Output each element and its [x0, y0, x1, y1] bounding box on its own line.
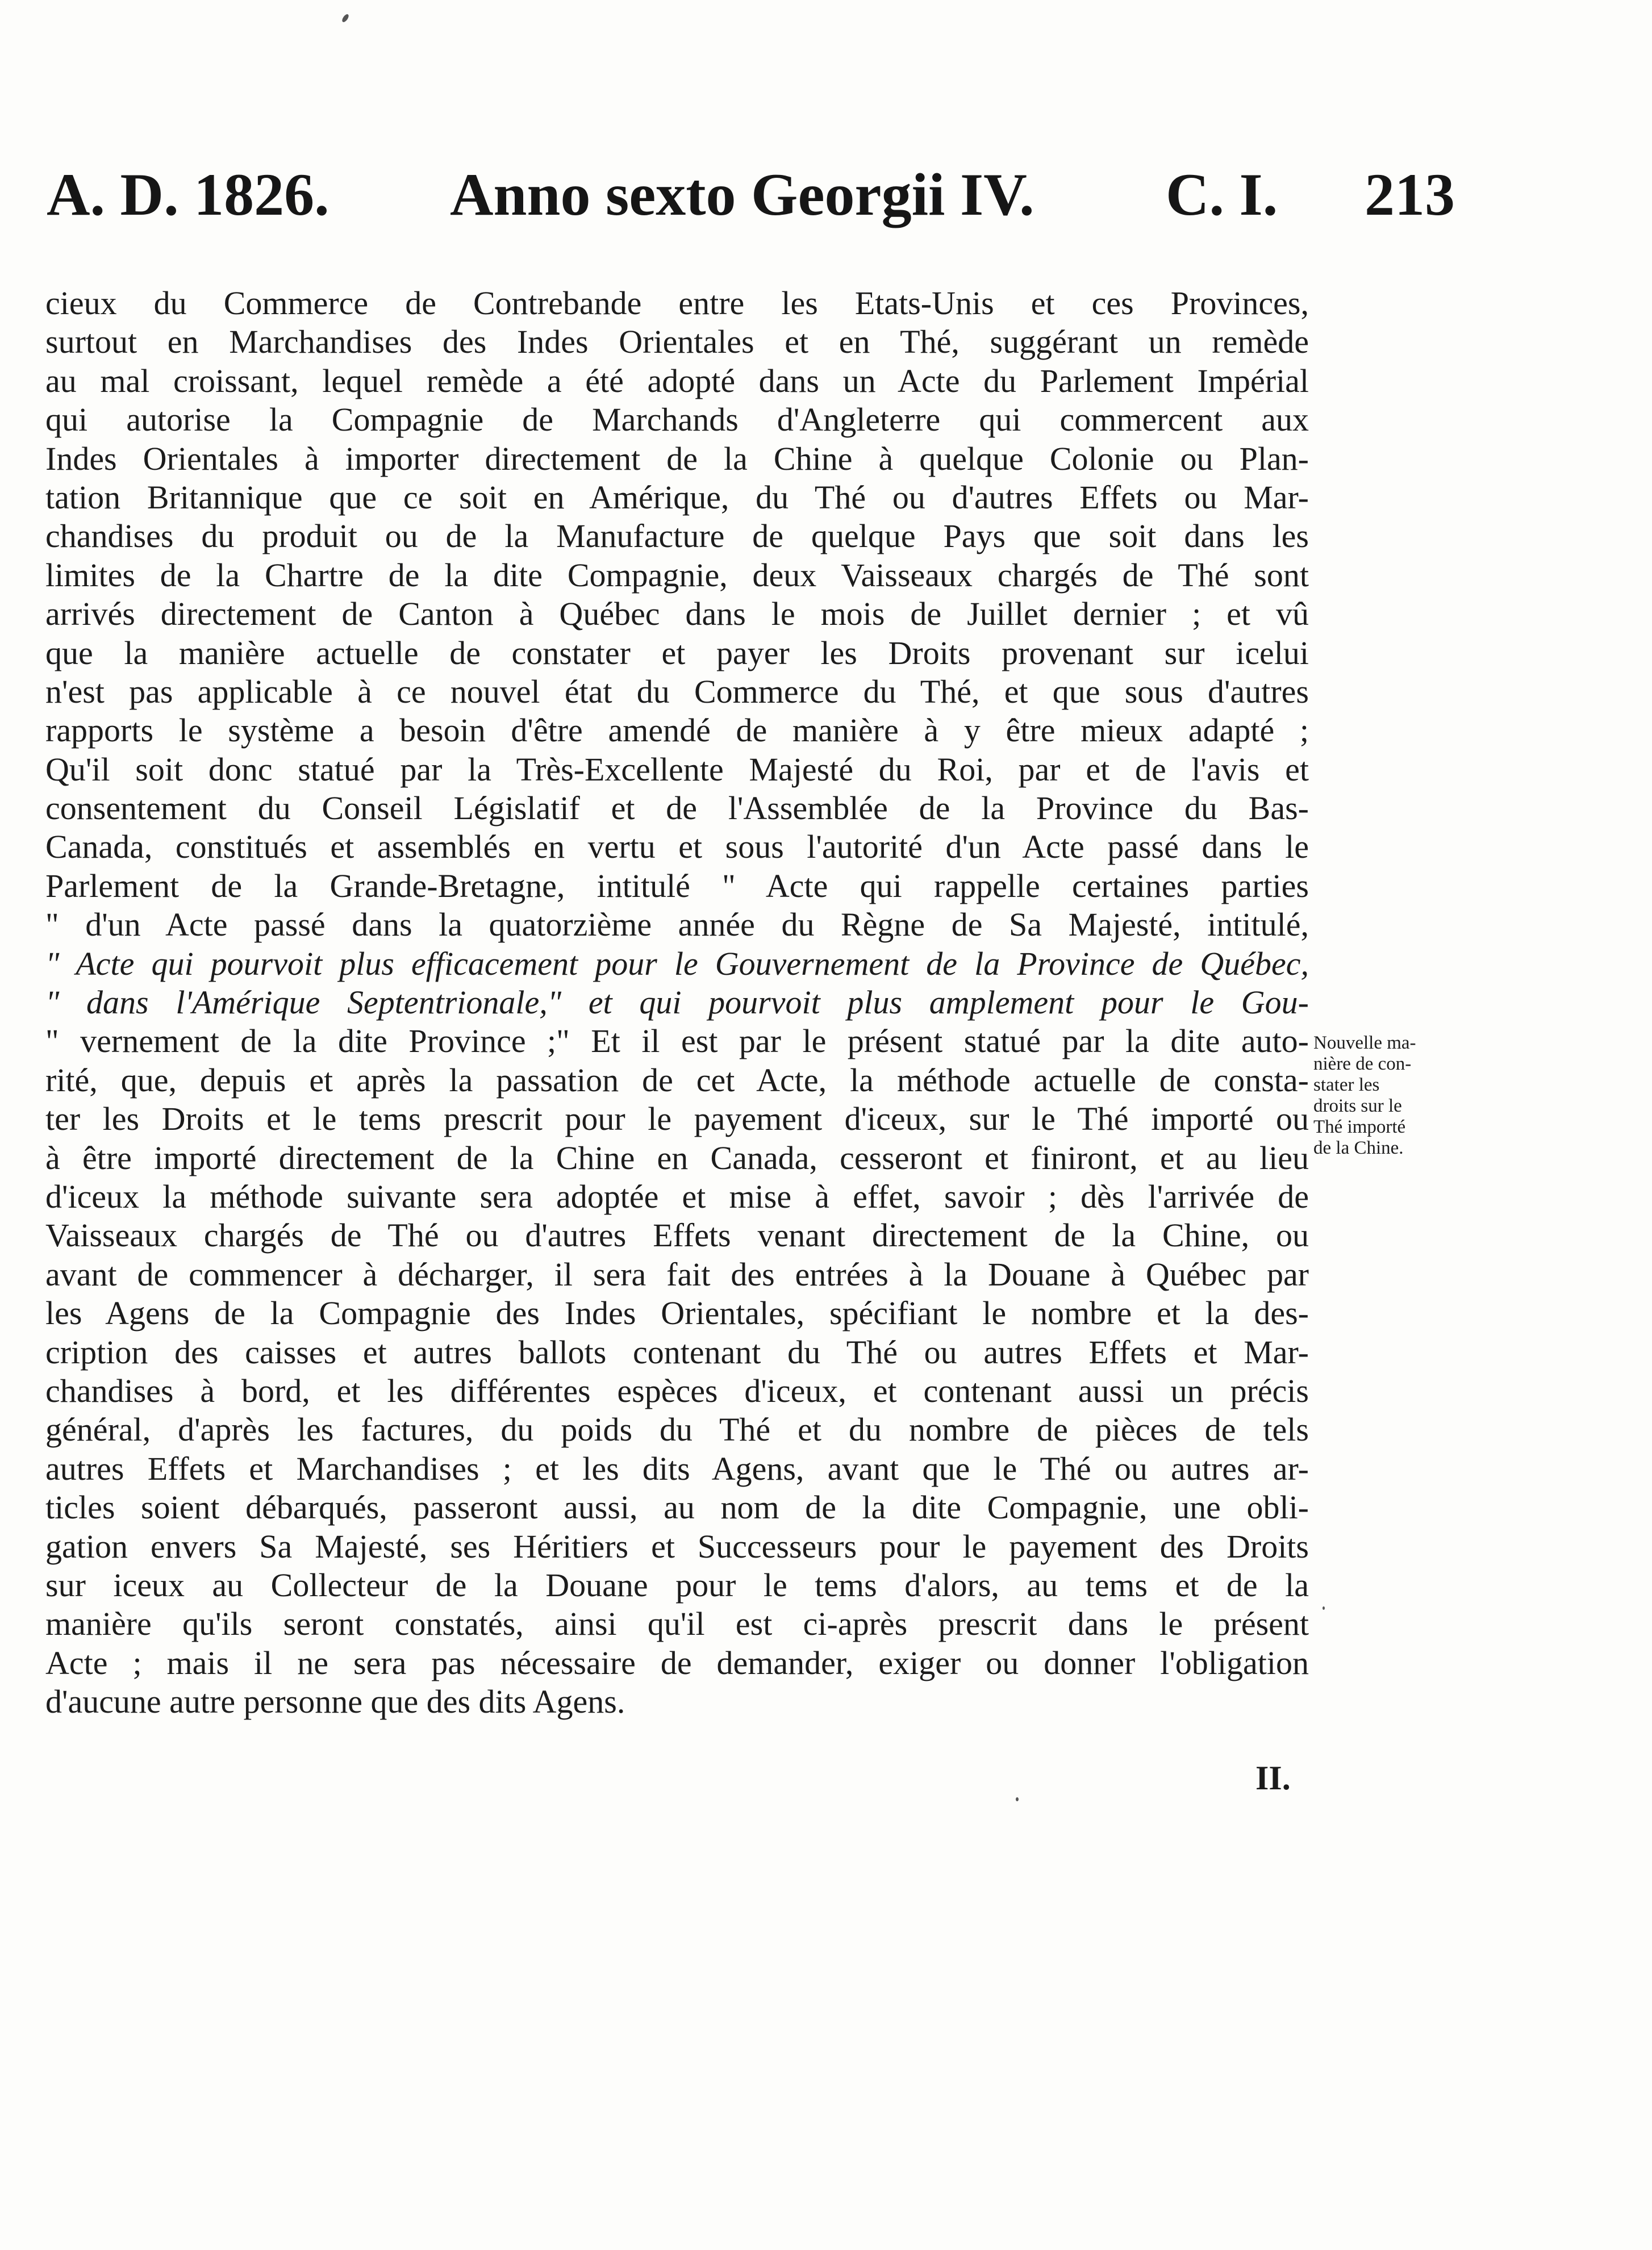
- body-line: n'est pas applicable à ce nouvel état du Commerce du Thé, et que sous d'autres: [45, 673, 1309, 710]
- body-line: Acte ; mais il ne sera pas nécessaire de demander, exiger ou donner l'obligation: [45, 1644, 1309, 1681]
- catchword: II.: [1255, 1759, 1291, 1797]
- body-line: Canada, constitués et assemblés en vertu et sous l'autorité d'un Acte passé dans le: [45, 828, 1309, 866]
- body-line: surtout en Marchandises des Indes Orientales et en Thé, suggérant un remède: [45, 323, 1309, 361]
- body-line: Qu'il soit donc statué par la Très-Excellente Majesté du Roi, par et de l'avis et: [45, 750, 1309, 788]
- body-line: cieux du Commerce de Contrebande entre les Etats-Unis et ces Provinces,: [45, 285, 1309, 322]
- ink-speck: [341, 13, 350, 23]
- ink-speck: [1323, 1606, 1325, 1610]
- body-line: ter les Droits et le tems prescrit pour le payement d'iceux, sur le Thé importé ou: [45, 1100, 1309, 1138]
- header-title: Anno sexto Georgii IV.: [450, 161, 1034, 228]
- header-year: A. D. 1826.: [47, 161, 329, 228]
- body-line: au mal croissant, lequel remède a été adopté dans un Acte du Parlement Impérial: [45, 362, 1309, 399]
- body-line: " dans l'Amérique Septentrionale," et qui pourvoit plus amplement pour le Gou-: [45, 984, 1309, 1021]
- body-line: arrivés directement de Canton à Québec dans le mois de Juillet dernier ; et vû: [45, 595, 1309, 633]
- body-line: rapports le système a besoin d'être amendé de manière à y être mieux adapté ;: [45, 712, 1309, 749]
- margin-note-line: stater les: [1313, 1075, 1380, 1095]
- body-line: cription des caisses et autres ballots contenant du Thé ou autres Effets et Mar-: [45, 1333, 1309, 1371]
- margin-note: [1313, 1033, 1444, 1159]
- body-line: consentement du Conseil Législatif et de l'Assemblée de la Province du Bas-: [45, 790, 1309, 827]
- margin-note-line: Thé importé: [1313, 1117, 1406, 1137]
- body-line: " vernement de la dite Province ;" Et il est par le présent statué par la dite auto-: [45, 1022, 1309, 1060]
- body-line: les Agens de la Compagnie des Indes Orientales, spécifiant le nombre et la des-: [45, 1295, 1309, 1332]
- body-line: à être importé directement de la Chine en Canada, cesseront et finiront, et au lieu: [45, 1139, 1309, 1176]
- body-line: d'iceux la méthode suivante sera adoptée et mise à effet, savoir ; dès l'arrivée de: [45, 1178, 1309, 1215]
- body-line: chandises du produit ou de la Manufacture de quelque Pays que soit dans les: [45, 517, 1309, 555]
- body-line: chandises à bord, et les différentes espèces d'iceux, et contenant aussi un précis: [45, 1372, 1309, 1409]
- margin-note-line: de la Chine.: [1313, 1138, 1404, 1158]
- body-line: Vaisseaux chargés de Thé ou d'autres Effets venant directement de la Chine, ou: [45, 1217, 1309, 1254]
- page-number: 213: [1365, 161, 1455, 228]
- body-line: Indes Orientales à importer directement de la Chine à quelque Colonie ou Plan-: [45, 440, 1309, 477]
- body-line: avant de commencer à décharger, il sera fait des entrées à la Douane à Québec par: [45, 1255, 1309, 1293]
- margin-note-line: droits sur le: [1313, 1096, 1402, 1116]
- ink-speck: [1016, 1797, 1019, 1801]
- body-line: qui autorise la Compagnie de Marchands d'Angleterre qui commercent aux: [45, 401, 1309, 439]
- body-line: " d'un Acte passé dans la quatorzième année du Règne de Sa Majesté, intitulé,: [45, 906, 1309, 944]
- margin-note-line: Nouvelle ma-: [1313, 1033, 1416, 1053]
- body-line: ticles soient débarqués, passeront aussi, au nom de la dite Compagnie, une obli-: [45, 1489, 1309, 1526]
- body-line: gation envers Sa Majesté, ses Héritiers et Successeurs pour le payement des Droits: [45, 1527, 1309, 1565]
- body-line: Parlement de la Grande-Bretagne, intitulé " Acte qui rappelle certaines parties: [45, 867, 1309, 904]
- running-header: [47, 152, 1478, 237]
- body-line: sur iceux au Collecteur de la Douane pour le tems d'alors, au tems et de la: [45, 1566, 1309, 1604]
- margin-note-line: nière de con-: [1313, 1054, 1412, 1074]
- body-line: " Acte qui pourvoit plus efficacement pour le Gouvernement de la Province de Québec,: [45, 945, 1309, 982]
- body-line: tation Britannique que ce soit en Amérique, du Thé ou d'autres Effets ou Mar-: [45, 478, 1309, 516]
- body-line: autres Effets et Marchandises ; et les dits Agens, avant que le Thé ou autres ar-: [45, 1450, 1309, 1487]
- body-line: général, d'après les factures, du poids du Thé et du nombre de pièces de tels: [45, 1411, 1309, 1448]
- body-line: que la manière actuelle de constater et payer les Droits provenant sur icelui: [45, 634, 1309, 671]
- body-line: limites de la Chartre de la dite Compagnie, deux Vaisseaux chargés de Thé sont: [45, 556, 1309, 594]
- header-chapter: C. I.: [1166, 161, 1278, 228]
- body-line: d'aucune autre personne que des dits Agens.: [45, 1683, 625, 1721]
- body-line: rité, que, depuis et après la passation de cet Acte, la méthode actuelle de consta-: [45, 1061, 1309, 1099]
- statute-body-text: [45, 284, 1309, 1721]
- body-line: manière qu'ils seront constatés, ainsi qu'il est ci-après prescrit dans le présent: [45, 1605, 1309, 1643]
